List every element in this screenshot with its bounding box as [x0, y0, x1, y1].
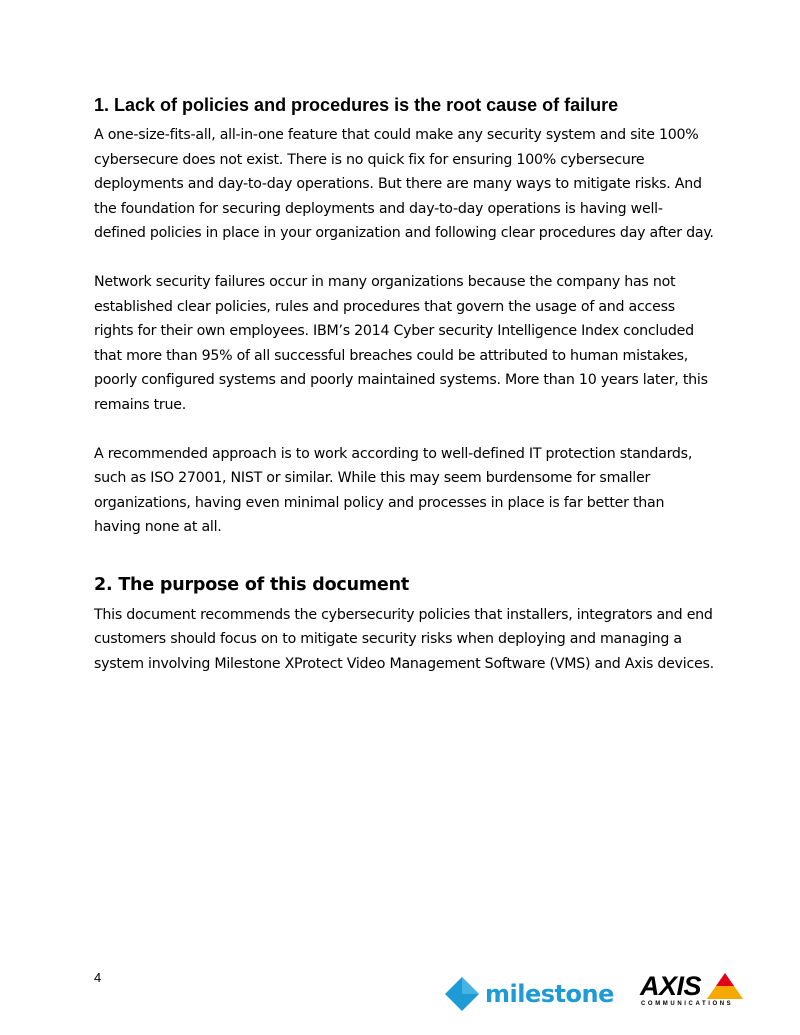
- section-2-paragraph-1: This document recommends the cybersecurity policies that installers, integrators and end customers should focus on to mitigate security risks when deploying and managing a system involving Milestone XProtect Video Management Software (VMS) and Axis devices.: [94, 606, 714, 672]
- milestone-logo: [443, 974, 614, 1014]
- section-1-paragraph-1: A one-size-fits-all, all-in-one feature that could make any security system and site 100% cybersecure does not exist. There is no quick fix for ensuring 100% cybersecure deployments and day-to-day operations. But there are many ways to mitigate risks. And the foundation for securing deployments and day-to-day operations is having well-defined policies in place in your organization and following clear procedures day after day.: [94, 127, 714, 241]
- section-1-paragraph-3: A recommended approach is to work according to well-defined IT protection standards, such as ISO 27001, NIST or similar. While this may seem burdensome for smaller organizations, having even minimal policy and processes in place is far better than having none at all.: [94, 445, 693, 535]
- section-2-heading: 2. The purpose of this document: [94, 574, 409, 595]
- section-1-paragraph-2: Network security failures occur in many organizations because the company has not established clear policies, rules and procedures that govern the usage of and access rights for their own employees. IBM’s 2014 Cyber security Intelligence Index concluded that more than 95% of all successful breaches could be attributed to human mistakes, poorly configured systems and poorly maintained systems. More than 10 years later, this remains true.: [94, 274, 708, 413]
- axis-logo: [640, 970, 744, 1012]
- page-number: 4: [94, 970, 102, 985]
- page-content: [94, 93, 714, 701]
- axis-subtext: COMMUNICATIONS: [641, 1001, 734, 1007]
- section-1-heading: 1. Lack of policies and procedures is the root cause of failure: [94, 95, 619, 115]
- milestone-wordmark: milestone: [485, 980, 614, 1008]
- axis-wordmark: AXIS: [640, 971, 702, 1001]
- section-2: [94, 573, 714, 677]
- axis-triangle-icon: [706, 972, 744, 1000]
- milestone-diamond-icon: [443, 975, 481, 1013]
